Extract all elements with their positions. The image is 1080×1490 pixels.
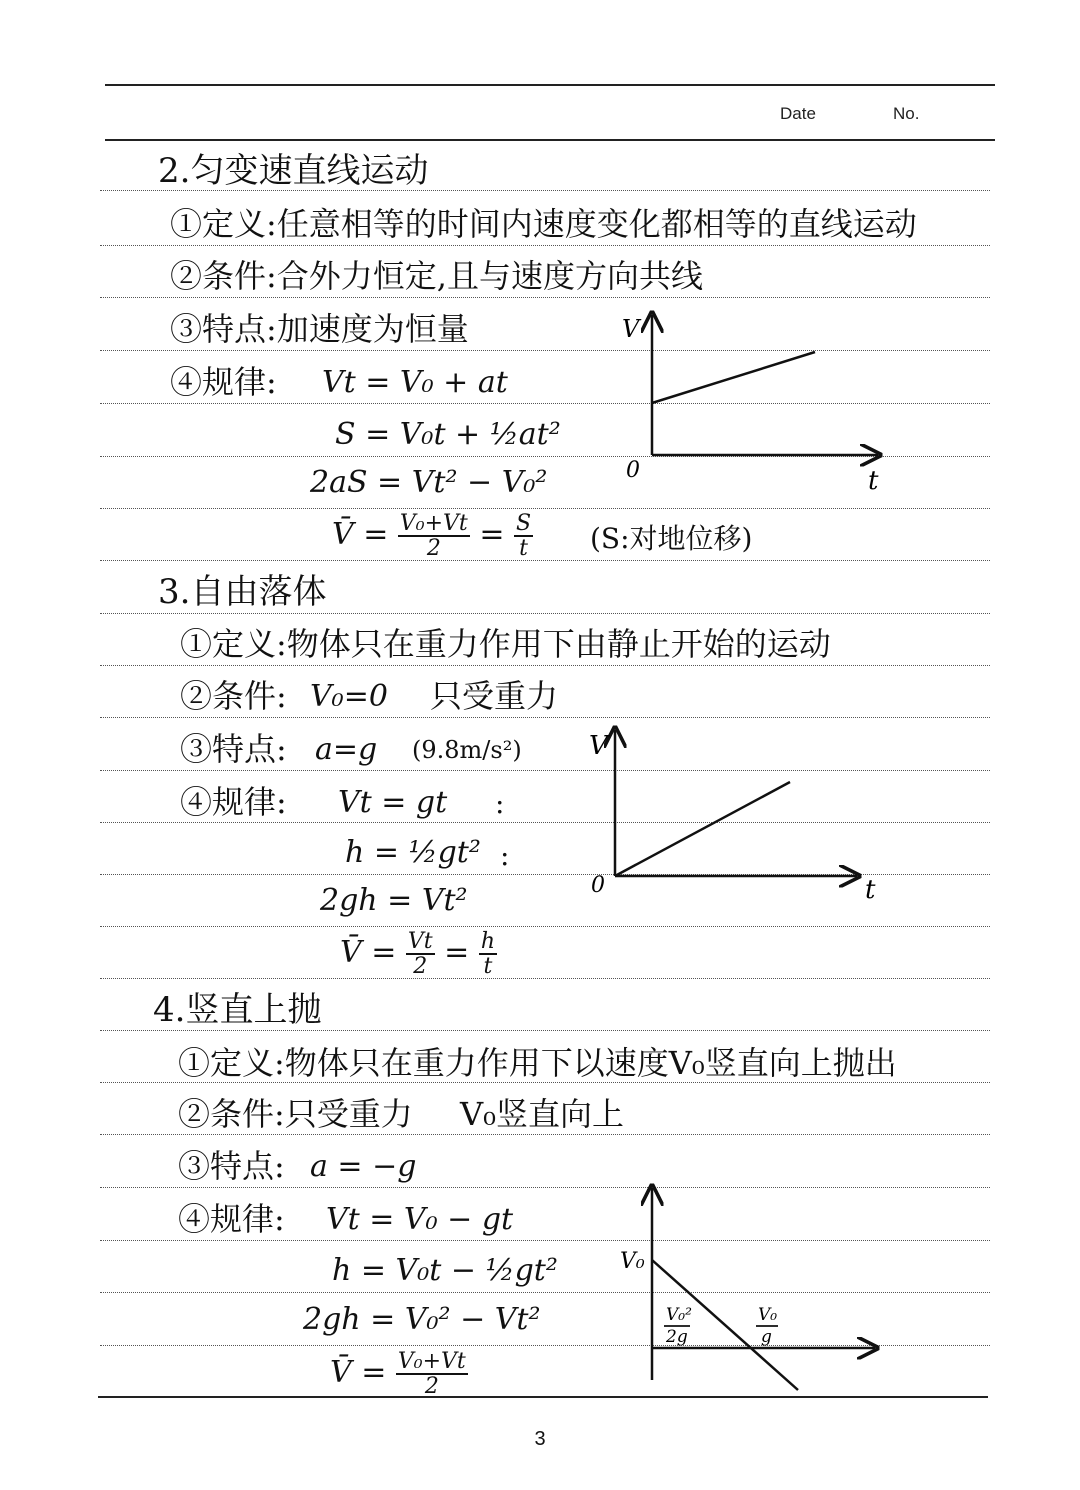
section-title: 4.竖直上抛 [153, 990, 322, 1030]
colon-mark: : [495, 787, 505, 820]
equation: 2aS = Vt² − V₀² [310, 465, 548, 500]
fraction-numerator: V₀+Vt [397, 1349, 466, 1374]
date-label: Date [780, 104, 816, 123]
area-label-denominator: 2g [666, 1327, 688, 1347]
velocity-line [615, 782, 790, 876]
condition-text: V₀竖直向上 [460, 1095, 624, 1133]
equals-sign: = [444, 935, 470, 971]
fraction-numerator: V₀+Vt [399, 511, 468, 536]
law-label: ④规律: [178, 1200, 285, 1238]
time-label-numerator: V₀ [758, 1305, 778, 1325]
equation: h = ½gt² [345, 835, 481, 870]
axis-label-v: V [589, 731, 608, 761]
dotted-rule [100, 926, 990, 927]
header-rule [105, 139, 995, 141]
equation: 2gh = Vt² [320, 883, 468, 918]
time-label-denominator: g [761, 1327, 772, 1347]
avg-lhs: V̄ = [332, 517, 389, 553]
velocity-time-graph-free-fall [575, 720, 885, 910]
definition-line: ①定义:物体只在重力作用下以速度V₀竖直向上抛出 [178, 1044, 897, 1082]
equation: a=g [315, 732, 378, 767]
fraction-denominator: 2 [424, 1374, 439, 1400]
dotted-rule [100, 1134, 990, 1135]
condition-line: ②条件: [180, 677, 287, 715]
equation: 2gh = V₀² − Vt² [303, 1302, 541, 1337]
equation: a = −g [310, 1149, 417, 1184]
feature-line: ③特点:加速度为恒量 [170, 310, 469, 348]
axis-label-v0: V₀ [620, 1249, 645, 1274]
avg-lhs: V̄ = [330, 1355, 387, 1391]
origin-label: 0 [626, 458, 640, 483]
velocity-time-graph-uniform [600, 305, 900, 505]
dotted-rule [100, 297, 990, 298]
colon-mark: : [500, 839, 510, 872]
equation: Vt = V₀ + at [322, 365, 508, 400]
dotted-rule [100, 245, 990, 246]
average-velocity-formula [332, 512, 533, 560]
equation: h = V₀t − ½gt² [332, 1253, 558, 1288]
bottom-rule [98, 1396, 988, 1398]
dotted-rule [100, 560, 990, 561]
dotted-rule [100, 613, 990, 614]
fraction-numerator: Vt [407, 929, 433, 954]
axis-label-t: t [868, 466, 879, 496]
gravity-value-note: (9.8m/s²) [412, 736, 522, 764]
feature-line: ③特点: [178, 1147, 285, 1185]
fraction [398, 512, 470, 560]
dotted-rule [100, 978, 990, 979]
fraction-numerator: S [516, 511, 532, 536]
equation: V₀=0 [310, 679, 388, 714]
condition-line: ②条件:只受重力 [178, 1095, 413, 1133]
fraction-denominator: 2 [426, 536, 441, 562]
condition-text: 只受重力 [430, 677, 559, 715]
condition-line: ②条件:合外力恒定,且与速度方向共线 [170, 257, 703, 295]
section-title: 3.自由落体 [158, 572, 327, 612]
definition-line: ①定义:物体只在重力作用下由静止开始的运动 [180, 625, 831, 663]
dotted-rule [100, 1030, 990, 1031]
fraction [514, 512, 533, 560]
displacement-note: (S:对地位移) [590, 522, 753, 555]
axis-label-t: t [865, 875, 876, 905]
feature-line: ③特点: [180, 730, 287, 768]
definition-line: ①定义:任意相等的时间内速度变化都相等的直线运动 [170, 205, 917, 243]
origin-label: 0 [591, 873, 605, 898]
section-title: 2.匀变速直线运动 [158, 151, 429, 191]
dotted-rule [100, 665, 990, 666]
average-velocity-formula [340, 930, 497, 978]
fraction-denominator: t [519, 536, 528, 562]
fraction [479, 930, 497, 978]
area-label-numerator: V₀² [666, 1305, 692, 1325]
no-label: No. [893, 104, 920, 123]
velocity-time-graph-vertical-throw [600, 1180, 900, 1395]
equation: Vt = V₀ − gt [326, 1202, 514, 1237]
dotted-rule [100, 508, 990, 509]
dotted-rule [100, 717, 990, 718]
avg-lhs: V̄ = [340, 935, 397, 971]
velocity-line [652, 1260, 798, 1390]
axis-label-v: V [622, 315, 640, 343]
fraction-denominator: 2 [413, 954, 428, 980]
average-velocity-formula [330, 1350, 468, 1398]
fraction-denominator: t [483, 954, 493, 980]
equation: S = V₀t + ½at² [335, 417, 561, 452]
fraction-numerator: h [480, 929, 496, 954]
law-label: ④规律: [170, 363, 277, 401]
page-number: 3 [534, 1428, 546, 1450]
law-label: ④规律: [180, 783, 287, 821]
equals-sign: = [479, 517, 505, 553]
fraction [406, 930, 435, 978]
fraction [396, 1350, 468, 1398]
equation: Vt = gt [338, 785, 448, 820]
velocity-line [652, 352, 815, 403]
dotted-rule [100, 1082, 990, 1083]
top-rule [105, 84, 995, 86]
